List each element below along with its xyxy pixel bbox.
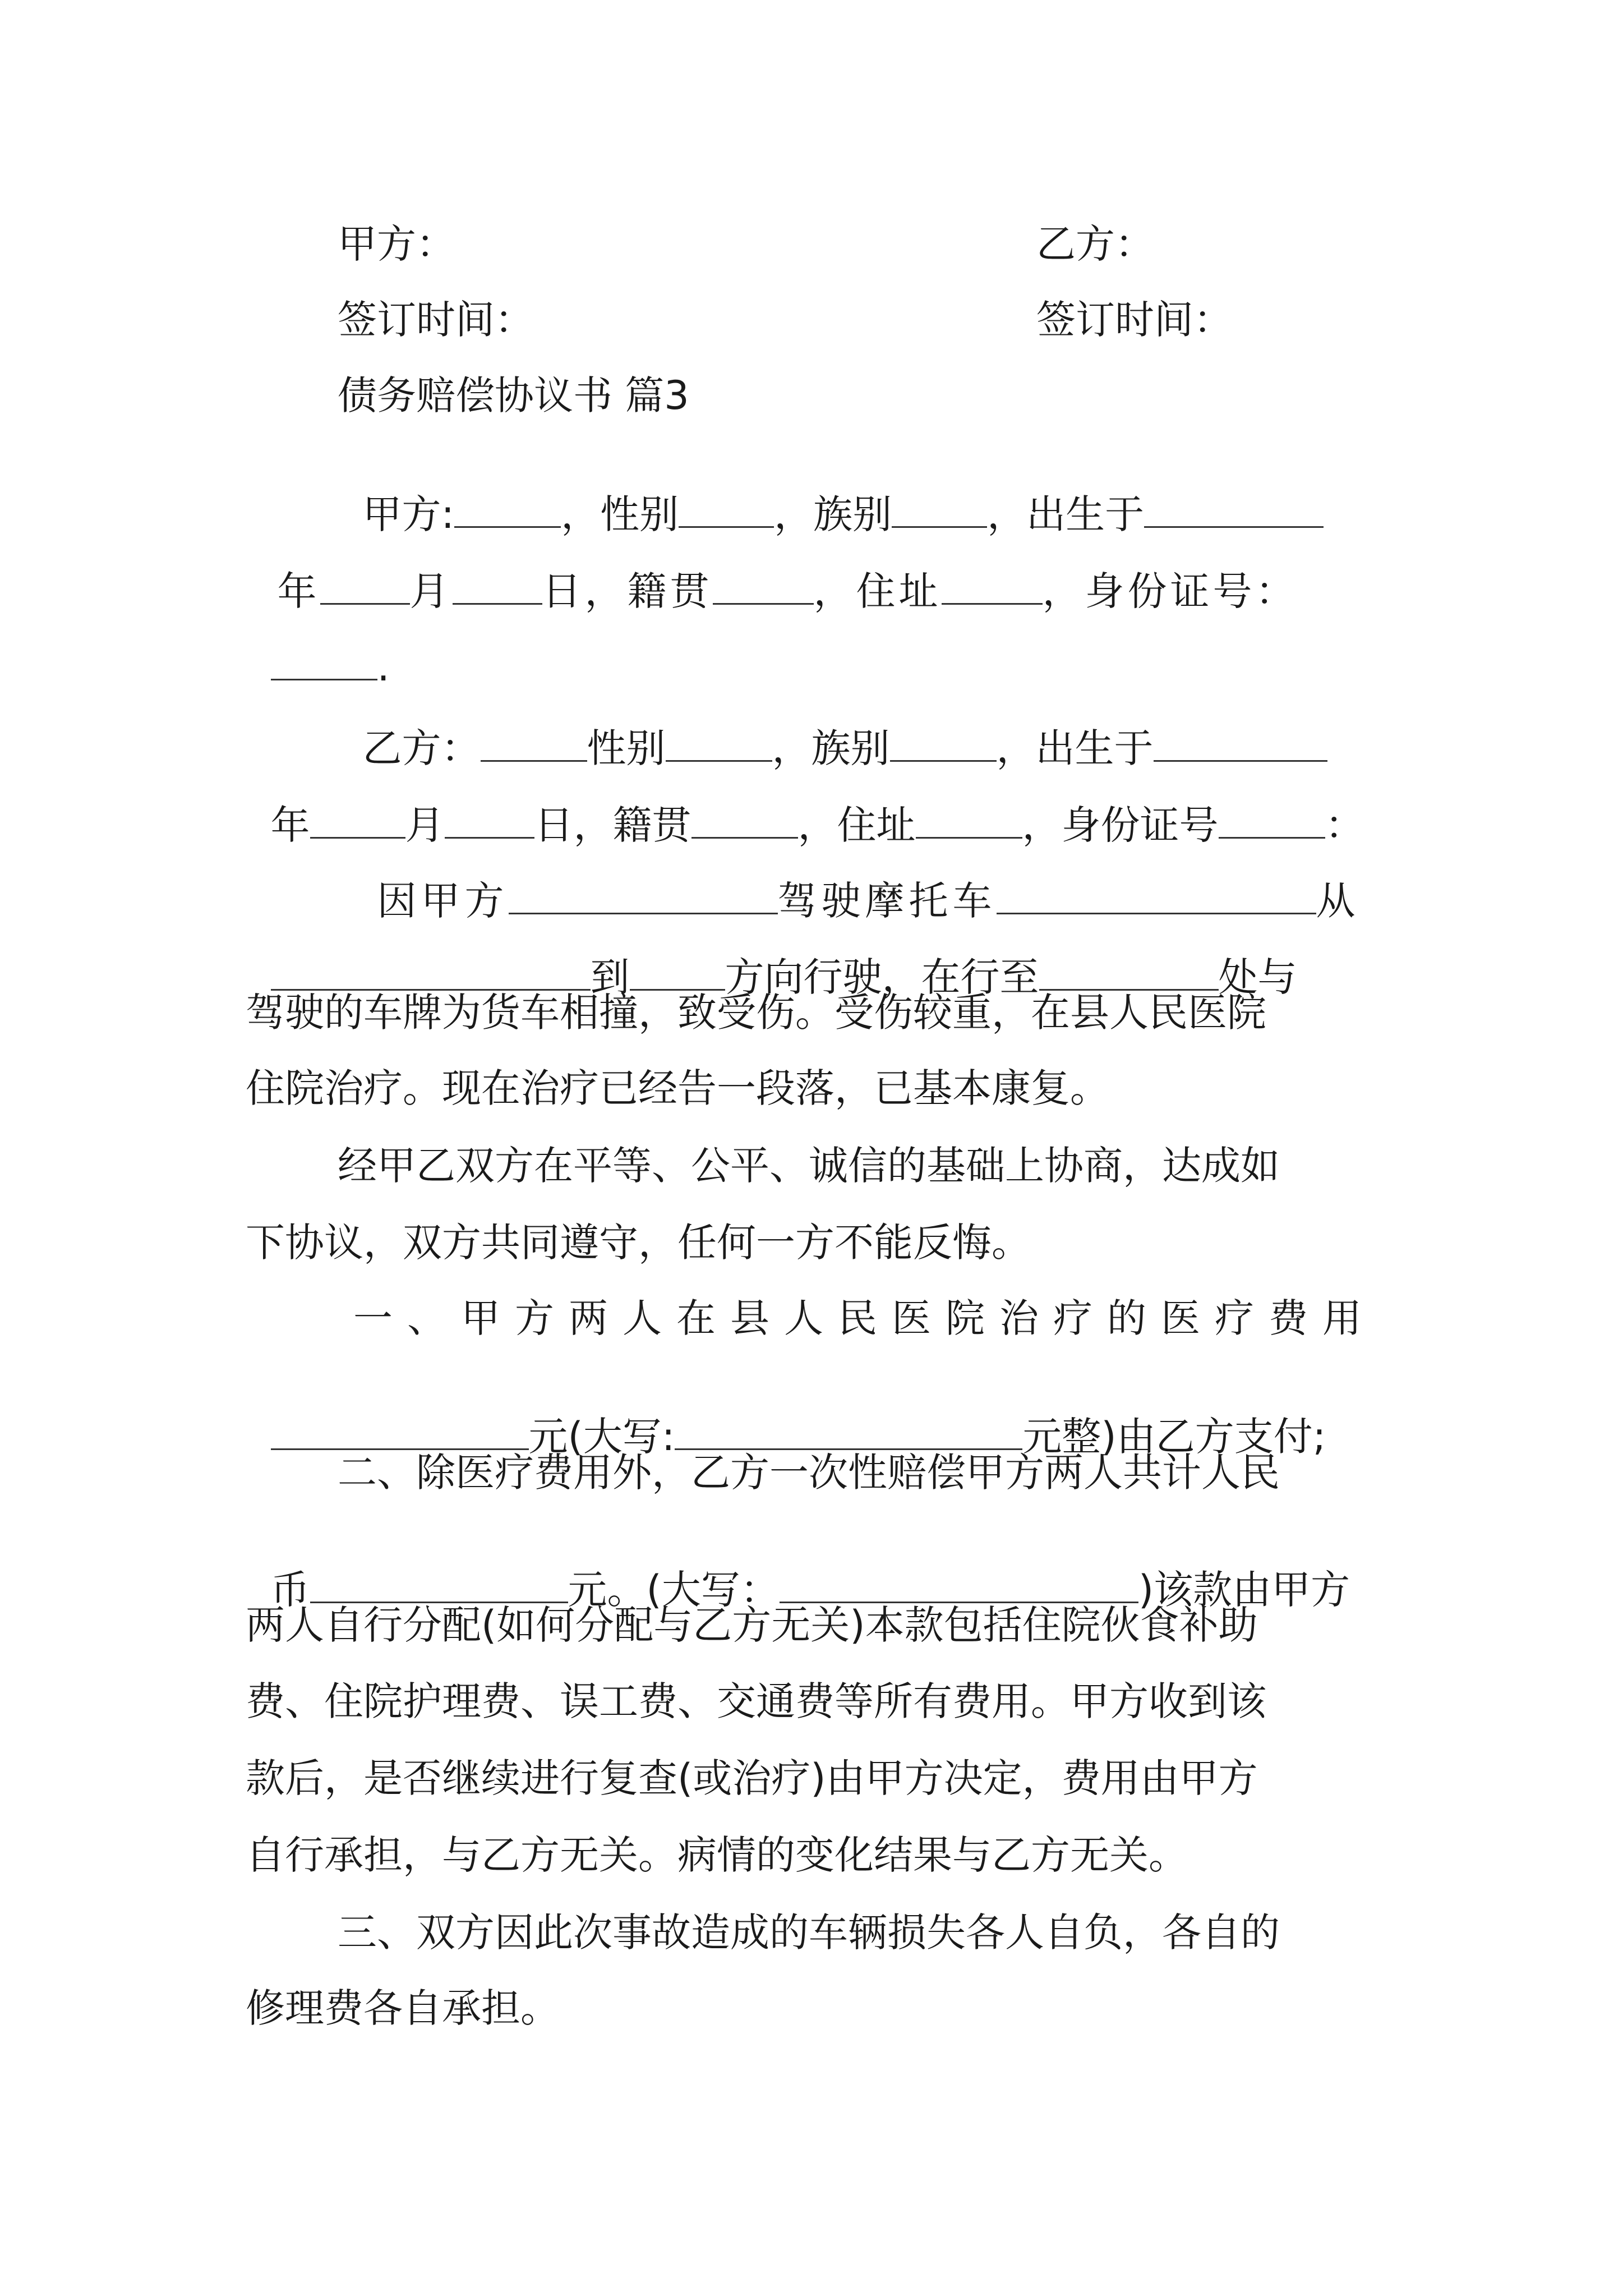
currency-label: 币 [270,1567,310,1613]
address-label: ，住址 [797,802,916,848]
blank-native [713,569,814,605]
party-b-sign-time: 签订时间： [1036,297,1233,343]
colon: ： [1325,802,1364,848]
yuan-label: 元。(大写： [568,1567,780,1613]
party-a-line-1 [338,453,1324,537]
accident-line-3: 驾驶的车牌为货车相撞，致受伤。受伤较重，在县人民医院 [246,990,1266,1036]
clause1-line-2 [246,1375,1326,1460]
blank-month [310,803,405,839]
payer-label: 元整)由乙方支付; [1022,1414,1326,1460]
year-label: 年 [270,802,310,848]
clause2-line-2 [246,1529,1350,1613]
party-a-label: 甲方: [362,491,455,537]
accident-line-2 [246,916,1297,1000]
clause1-line-1: 一、甲方两人在县人民医院治疗的医疗费用 [353,1295,1376,1341]
blank-id-number [1219,803,1325,839]
party-b-label: 乙方： [362,725,481,771]
birth-label: ，出生于 [987,491,1145,537]
blank-native [691,803,798,839]
ethnicity-label: ，族别 [772,725,890,771]
clause2-line-5: 款后，是否继续进行复查(或治疗)由甲方决定，费用由甲方 [246,1755,1258,1801]
gender-label: 性别 [587,725,666,771]
blank-gender [679,493,774,528]
clause3-line-1: 三、双方因此次事故造成的车辆损失各人自负，各自的 [338,1910,1280,1955]
party-b-line-1 [338,687,1327,771]
blank-day [445,803,534,839]
party-a-sign-label: 甲方： [338,221,455,267]
section-title: 债务赔偿协议书 篇3 [338,372,689,418]
motorcycle-label: 驾驶摩托车 [777,878,997,924]
party-b-line-2 [246,764,1364,848]
day-native-label: 日，籍贯 [542,568,713,614]
from-label: 从 [1316,878,1360,924]
gender-label: ，性别 [561,491,679,537]
blank-birth-year [1154,726,1327,762]
year-label: 年 [277,568,320,614]
blank-compensation-amount [310,1568,568,1603]
direction-label: 方向行驶，在行至 [725,954,1039,1000]
party-a-sign-time: 签订时间： [338,297,534,343]
accident-line-1 [343,840,1360,924]
month-label: 月 [409,568,453,614]
id-label: ，身份证号 [1022,802,1219,848]
clause2-line-3: 两人自行分配(如何分配与乙方无关)本款包括住院伙食补助 [246,1602,1258,1648]
ethnicity-label: ，族别 [774,491,892,537]
blank-to [630,955,725,991]
party-b-sign-label: 乙方： [1036,221,1154,267]
blank-address [916,803,1022,839]
blank-id-number [271,645,377,680]
day-native-label: 日，籍贯 [534,802,691,848]
address-label: ，住址 [813,568,942,614]
blank-compensation-words [780,1568,1138,1603]
blank-medical-words [675,1415,1022,1450]
blank-from [271,955,591,991]
to-label: 到 [590,954,630,1000]
accident-line-4: 住院治疗。现在治疗已经告一段落，已基本康复。 [246,1065,1109,1111]
blank-plate [997,879,1316,914]
allocation-label: )该款由甲方 [1138,1567,1350,1613]
clause2-line-6: 自行承担，与乙方无关。病情的变化结果与乙方无关。 [246,1832,1188,1878]
birth-label: ，出生于 [996,725,1154,771]
month-label: 月 [405,802,445,848]
blank-driver [509,879,778,914]
blank-location [1039,955,1219,991]
blank-medical-amount [271,1415,529,1450]
blank-day [453,569,542,605]
clause3-line-2: 修理费各自承担。 [246,1985,560,2031]
id-label: ，身份证号： [1042,568,1298,614]
clause2-line-4: 费、住院护理费、误工费、交通费等所有费用。甲方收到该 [246,1678,1266,1724]
blank-ethnicity [890,726,997,762]
intro-line-2: 下协议，双方共同遵守，任何一方不能反悔。 [246,1220,1031,1266]
blank-birth-year [1144,493,1324,528]
blank-address [942,569,1043,605]
blank-name [481,726,587,762]
blank-month [320,569,410,605]
blank-ethnicity [892,493,987,528]
party-a-line-3 [246,606,390,690]
yuan-label: 元(大写: [528,1414,675,1460]
driver-label: 因甲方 [377,878,509,924]
blank-gender [666,726,772,762]
at-label: 处与 [1218,954,1297,1000]
period: . [377,644,390,690]
party-a-line-2 [246,530,1298,614]
clause2-line-1: 二、除医疗费用外，乙方一次性赔偿甲方两人共计人民 [338,1450,1280,1496]
blank-name [454,493,561,528]
intro-line-1: 经甲乙双方在平等、公平、诚信的基础上协商，达成如 [338,1143,1280,1189]
